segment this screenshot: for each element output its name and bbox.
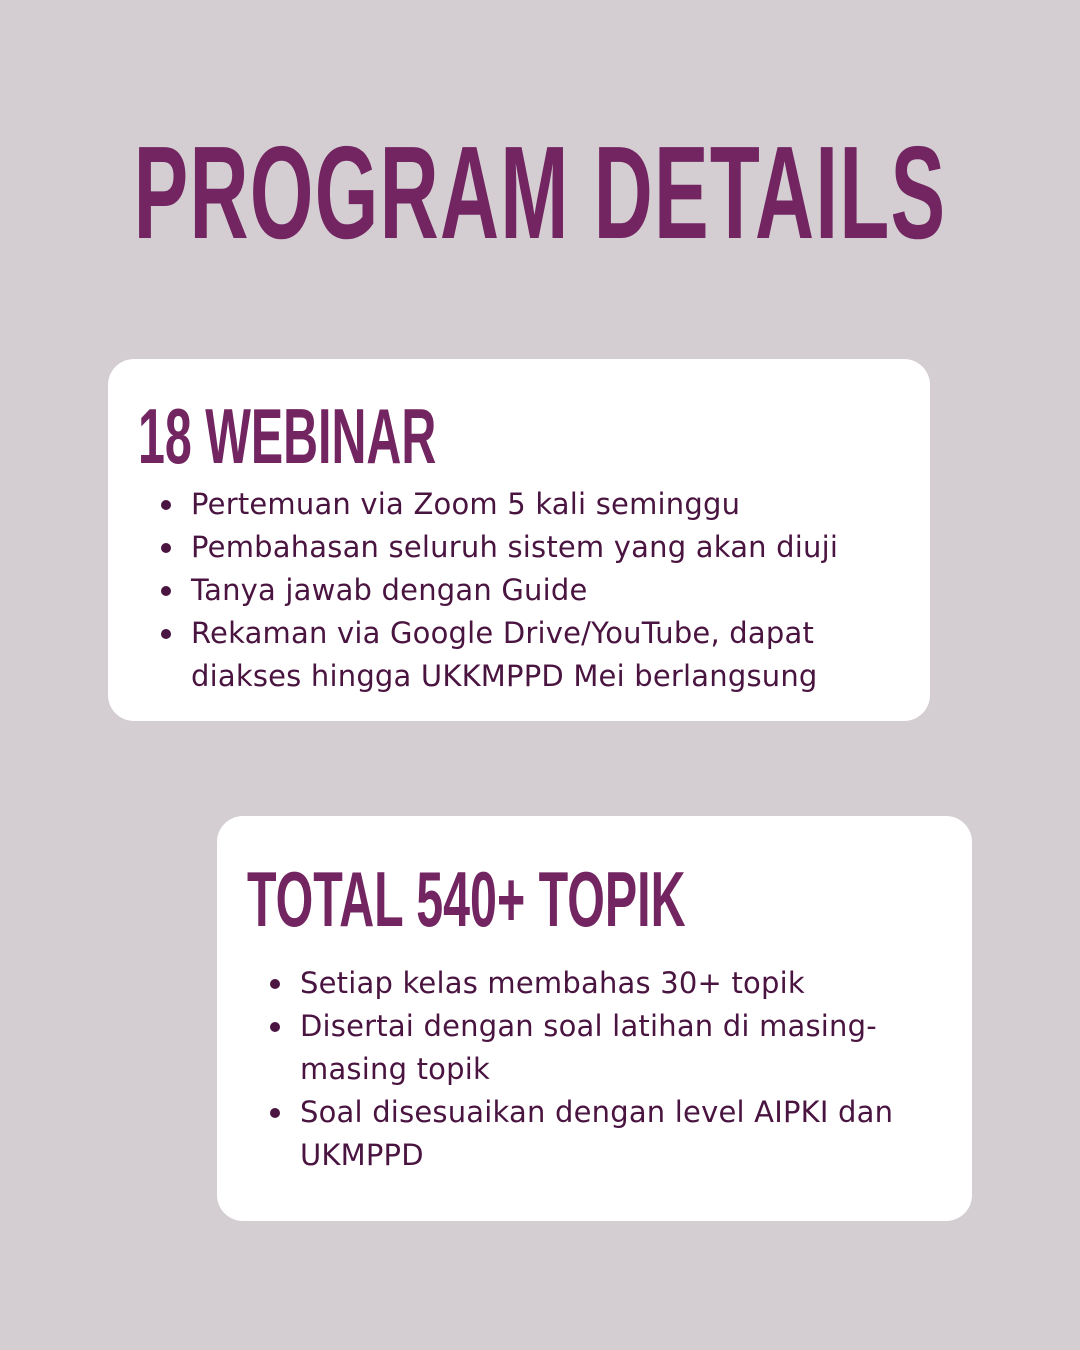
topics-card [217,816,972,1221]
list-item [267,1091,957,1177]
bullet-icon [161,629,171,639]
list-item [158,569,918,612]
list-item [158,526,918,569]
list-item-text: Disertai dengan soal latihan di masing-masing topik [300,1009,877,1086]
topics-list [267,962,957,1177]
webinar-card [108,359,930,721]
bullet-icon [270,1108,280,1118]
bullet-icon [270,979,280,989]
list-item-text: Tanya jawab dengan Guide [191,573,588,607]
list-item [267,1005,957,1091]
topics-heading: TOTAL 540+ TOPIK [247,855,686,943]
webinar-heading: 18 WEBINAR [138,392,437,480]
list-item-text: Pembahasan seluruh sistem yang akan diuji [191,530,839,564]
list-item-text: Setiap kelas membahas 30+ topik [300,966,805,1000]
bullet-icon [161,543,171,553]
list-item [267,962,957,1005]
list-item-text: Rekaman via Google Drive/YouTube, dapat diakses hingga UKKMPPD Mei berlangsung [191,616,818,693]
bullet-icon [161,500,171,510]
list-item [158,483,918,526]
bullet-icon [161,586,171,596]
page-title: PROGRAM DETAILS [133,119,947,266]
list-item-text: Pertemuan via Zoom 5 kali seminggu [191,487,741,521]
bullet-icon [270,1022,280,1032]
list-item-text: Soal disesuaikan dengan level AIPKI dan UKMPPD [300,1095,894,1172]
webinar-list [158,483,918,698]
list-item [158,612,918,698]
